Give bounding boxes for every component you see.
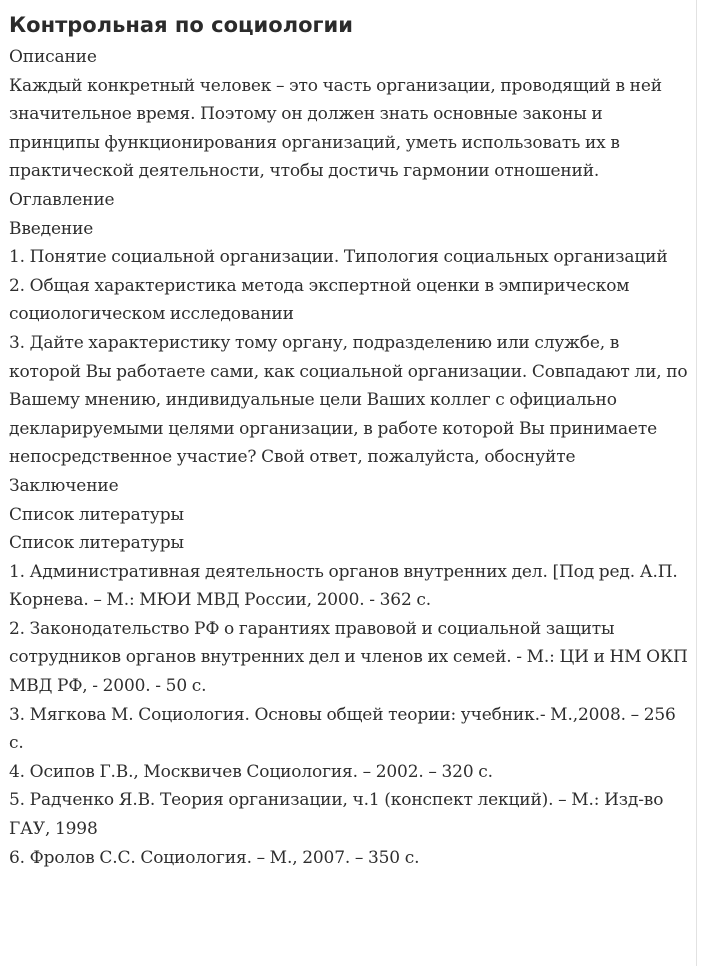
toc-item-2: 2. Общая характеристика метода экспертной оценки в эмпирическом социологическом исследовании [9,275,630,325]
reference-item: 3. Мягкова М. Социология. Основы общей теории: учебник.- М.,2008. – 256 с. [9,704,676,754]
reference-item: 5. Радченко Я.В. Теория организации, ч.1 (конспект лекций). – М.: Изд-во ГАУ, 1998 [9,790,664,840]
toc-heading: Оглавление [9,189,115,210]
reference-item: 6. Фролов С.С. Социология. – М., 2007. – 350 с. [9,847,420,868]
document-body [9,43,693,872]
toc-item-references: Список литературы [9,504,184,525]
description-text: Каждый конкретный человек – это часть организации, проводящий в ней значительное время. Поэтому он должен знать основные законы и принципы функционирования организаций, уметь использовать их в практической деятельности, чтобы достичь гармонии отношений. [9,75,662,182]
reference-item: 4. Осипов Г.В., Москвичев Социология. – 2002. – 320 с. [9,761,493,782]
toc-item-1: 1. Понятие социальной организации. Типология социальных организаций [9,247,668,268]
references-list [9,558,693,873]
toc-list [9,215,693,530]
references-heading: Список литературы [9,533,184,554]
toc-item-3: 3. Дайте характеристику тому органу, подразделению или службе, в которой Вы работаете сами, как социальной организации. Совпадают ли, по Вашему мнению, индивидуальные цели Ваших коллег с официально декларируемыми целями организации, в работе которой Вы принимаете непосредственное участие? Свой ответ, пожалуйста, обоснуйте [9,332,688,468]
reference-item: 1. Административная деятельность органов внутренних дел. [Под ред. А.П. Корнева. – М.: МЮИ МВД России, 2000. - 362 с. [9,561,678,611]
reference-item: 2. Законодательство РФ о гарантиях правовой и социальной защиты сотрудников органов внутренних дел и членов их семей. - М.: ЦИ и НМ ОКП МВД РФ, - 2000. - 50 с. [9,618,688,697]
page-title: Контрольная по социологии [9,13,353,37]
toc-item-conclusion: Заключение [9,475,119,496]
toc-item-introduction: Введение [9,218,94,239]
description-heading: Описание [9,47,97,67]
